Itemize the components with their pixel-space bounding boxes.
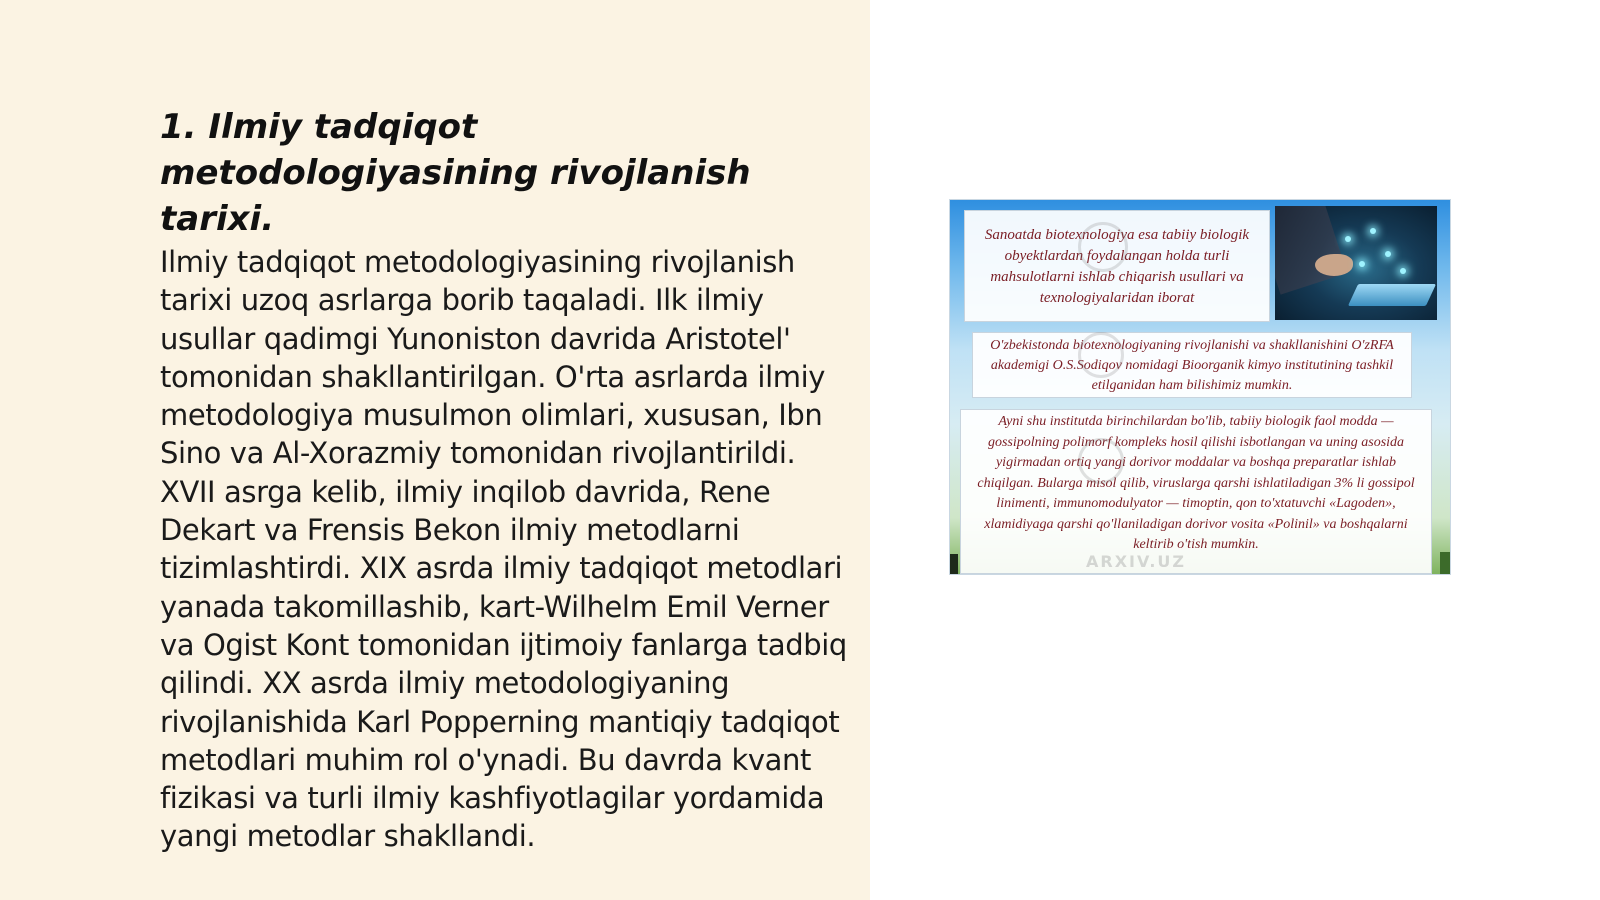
glow-dot: [1385, 251, 1391, 257]
glow-dot: [1359, 261, 1365, 267]
image-text-panel-top: Sanoatda biotexnologiya esa tabiiy biologik obyektlardan foydalangan holda turli mahsulotlarni ishlab chiqarish usullari va texnologiyalaridan iborat: [964, 210, 1270, 322]
slide-heading: 1. Ilmiy tadqiqot metodologiyasining rivojlanish tarixi.: [160, 107, 751, 239]
glow-dot: [1370, 228, 1376, 234]
glow-dot: [1400, 268, 1406, 274]
sleeve-shape: [1275, 206, 1347, 295]
technology-hand-photo: [1275, 206, 1437, 320]
image-edge: [1440, 552, 1450, 574]
image-text-panel-middle: O'zbekistonda biotexnologiyaning rivojlanishi va shakllanishini O'zRFA akademigi O.S.Sodiqov nomidagi Bioorganik kimyo institutining tashkil etilganidan ham bilishimiz mumkin.: [972, 332, 1412, 398]
image-text-panel-bottom: Ayni shu institutda birinchilardan bo'lib, tabiiy biologik faol modda — gossipolning polimorf kompleks hosil qilishi isbotlangan va uning asosida yigirmadan ortiq yangi dorivor moddalar va boshqa preparatlar ishlab chiqilgan. Bularga misol qilib, viruslarga qarshi ishlatiladigan 3% li gossipol linimenti, immunomodulyator — timoptin, qon to'xtatuvchi «Lagoden», xlamidiyaga qarshi qo'llaniladigan dorivor vosita «Polinil» va boshqalarni keltirib o'tish mumkin.: [960, 409, 1432, 574]
hand-shape: [1315, 254, 1353, 276]
watermark-text: ARXIV.UZ: [1086, 552, 1186, 571]
image-edge: [950, 554, 958, 574]
slide-body-text: Ilmiy tadqiqot metodologiyasining rivojlanish tarixi uzoq asrlarga borib taqaladi. Ilk ilmiy usullar qadimgi Yunoniston davrida Aristotel' tomonidan shakllantirilgan. O'rta asrlarda ilmiy metodologiya musulmon olimlari, xususan, Ibn Sino va Al-Xorazmiy tomonidan rivojlantirildi. XVII asrga kelib, ilmiy inqilob davrida, Rene Dekart va Frensis Bekon ilmiy metodlarni tizimlashtirdi. XIX asrda ilmiy tadqiqot metodlari yanada takomillashib, kart-Wilhelm Emil Verner va Ogist Kont tomonidan ijtimoiy fanlarga tadbiq qilindi. XX asrda ilmiy metodologiyaning rivojlanishida Karl Popperning mantiqiy tadqiqot metodlari muhim rol o'ynadi. Bu davrda kvant fizikasi va turli ilmiy kashfiyotlagilar yordamida yangi metodlar shakllandi.: [160, 245, 847, 854]
tablet-device-shape: [1348, 284, 1436, 306]
illustration-image: [950, 200, 1450, 574]
glow-dot: [1345, 236, 1351, 242]
